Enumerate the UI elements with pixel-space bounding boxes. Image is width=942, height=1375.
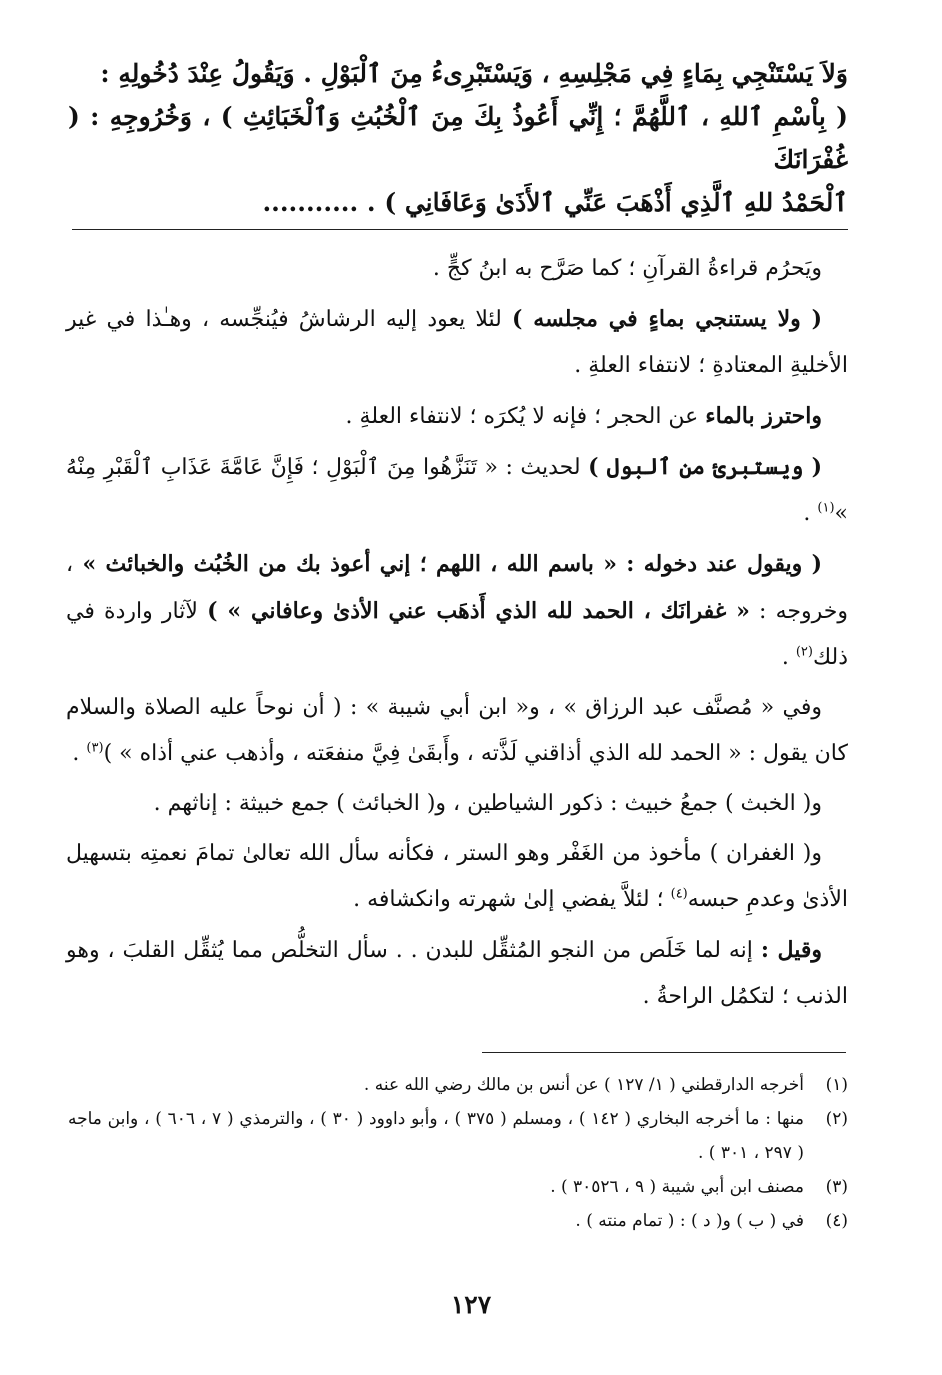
quoted-matn: ( ويقول عند دخوله : <box>626 551 822 577</box>
footnote-text: منها : ما أخرجه البخاري ( ١٤٢ ) ، ومسلم ( ٣٧٥ ) ، وأبو داوود ( ٣٠ ) ، والترمذي ( ٧ ، ٦٠٦ ) ، وابن ماجه ( ٢٩٧ ، ٣٠١ ) . <box>68 1109 805 1163</box>
footnote-text: أخرجه الدارقطني ( ١/ ١٢٧ ) عن أنس بن مالك رضي الله عنه . <box>363 1075 804 1095</box>
paragraph-end: . <box>803 501 818 526</box>
paragraph-text: إنه لما خَلَص من النجو المُثقِّل للبدن . . سأل التخلُّص مما يُثقِّل القلبَ ، وهو الذنب ؛ لتكمُل الراحةُ . <box>66 938 848 1009</box>
commentary-paragraph <box>66 296 848 389</box>
page-number: ١٢٧ <box>450 1290 492 1319</box>
paragraph-text: لآثار واردة في ذلك <box>66 599 848 670</box>
commentary-paragraph <box>66 444 848 537</box>
footnote-number: (٣) <box>825 1177 848 1197</box>
paragraph-text: لئلا يعود إليه الرشاشُ فيُنجِّسه ، وهـٰذا في غير الأخليةِ المعتادةِ ؛ لانتفاء العلةِ . <box>66 307 848 378</box>
footnote <box>68 1170 848 1204</box>
footnote-ref[interactable]: (١) <box>817 500 835 516</box>
quoted-matn: ( ويستبرئ من ٱلبول ) <box>588 454 822 480</box>
paragraph-end: . <box>72 741 87 766</box>
matn-line-text: ٱلْحَمْدُ للهِ ٱلَّذِي أَذْهَبَ عَنِّي ٱلأَذَىٰ وَعَافَانِي ) . <box>366 188 848 217</box>
commentary-paragraph <box>66 685 848 777</box>
footnotes <box>68 1068 848 1238</box>
footnote <box>68 1102 848 1170</box>
footnote-ref[interactable]: (٤) <box>670 886 688 902</box>
footnote-number: (٤) <box>825 1211 848 1231</box>
matn-line: ( بِاْسْمِ ٱللهِ ، ٱللَّهُمَّ ؛ إِنِّي أَعُوذُ بِكَ مِنَ ٱلْخُبُثِ وَٱلْخَبَائِثِ ) ، وَخُرُوجِهِ : ( غُفْرَانَكَ <box>68 102 848 174</box>
footnote-ref[interactable]: (٣) <box>86 740 104 756</box>
commentary-paragraph <box>66 781 848 827</box>
matn-divider <box>72 229 848 230</box>
paragraph-text: و( الغفران ) مأخوذ من الغَفْر وهو الستر ، فكأنه سأل الله تعالىٰ تمامَ نعمتِه بتسهيل الأذىٰ وعدمِ حبسه <box>66 841 848 912</box>
matn-line: وَلاَ يَسْتَنْجِي بِمَاءٍ فِي مَجْلِسِهِ ، وَيَسْتَبْرِىءُ مِنَ ٱلْبَوْلِ . وَيَقُولُ عِنْدَ دُخُولِهِ : <box>100 59 848 88</box>
matn-line <box>68 181 848 224</box>
footnote-number: (١) <box>825 1075 848 1095</box>
quoted-hadith: « باسم الله ، اللهم ؛ إني أعوذ بك من الخُبُث والخبائث » <box>73 551 627 577</box>
commentary-paragraph <box>66 927 848 1020</box>
commentary-paragraph <box>66 246 848 292</box>
footnote-ref[interactable]: (٢) <box>795 644 813 660</box>
commentary-paragraph <box>66 541 848 681</box>
paragraph-text: وفي « مُصنَّف عبد الرزاق » ، و« ابن أبي شيبة » : ( أن نوحاً عليه الصلاة والسلام كان يقول : « الحمد لله الذي أذاقني لَذَّته ، وأَبقَىٰ فِيَّ منفعَته ، وأذهب عني أذاه » ) <box>66 695 848 766</box>
quoted-matn: واحترز بالماء <box>705 403 822 429</box>
commentary-paragraph <box>66 831 848 923</box>
paragraph-text: لحديث : « تَنَزَّهُوا مِنَ ٱلْبَوْلِ ؛ فَإِنَّ عَامَّةَ عَذَابِ ٱلْقَبْرِ مِنْهُ » <box>66 455 848 526</box>
footnote <box>68 1204 848 1238</box>
footnote-number: (٢) <box>825 1109 848 1129</box>
paragraph-text: ويَحرُم قراءةُ القرآنِ ؛ كما صَرَّح به ابنُ كجٍّ . <box>432 256 822 281</box>
paragraph-end: . <box>781 645 796 670</box>
paragraph-end: ؛ لئلاَّ يفضي إلىٰ شهرته وانكشافه . <box>353 887 671 912</box>
paragraph-text: و( الخبث ) جمعُ خبيث : ذكور الشياطين ، و( الخبائث ) جمع خبيثة : إناثهم . <box>153 791 822 816</box>
commentary-paragraph <box>66 393 848 440</box>
paragraph-text: ، وخروجه : <box>66 552 849 624</box>
quoted-matn: وقيل : <box>760 937 822 963</box>
paragraph-text: عن الحجر ؛ فإنه لا يُكرَه ؛ لانتفاء العلةِ . <box>345 404 706 429</box>
matn-text <box>68 52 848 224</box>
footnote-text: في ( ب ) و( د ) : ( تمام منته ) . <box>575 1211 804 1231</box>
commentary-text <box>66 246 848 1024</box>
matn-dots: ........... <box>262 188 359 217</box>
footnote <box>68 1068 848 1102</box>
quoted-matn: ( ولا يستنجي بماءٍ في مجلسه ) <box>512 306 822 332</box>
quoted-hadith: « غفرانَك ، الحمد لله الذي أَذهَب عني الأذىٰ وعافاني » ) <box>207 598 750 624</box>
footnote-text: مصنف ابن أبي شيبة ( ٩ ، ٣٠٥٢٦ ) . <box>550 1177 804 1197</box>
footnote-divider <box>482 1052 846 1053</box>
